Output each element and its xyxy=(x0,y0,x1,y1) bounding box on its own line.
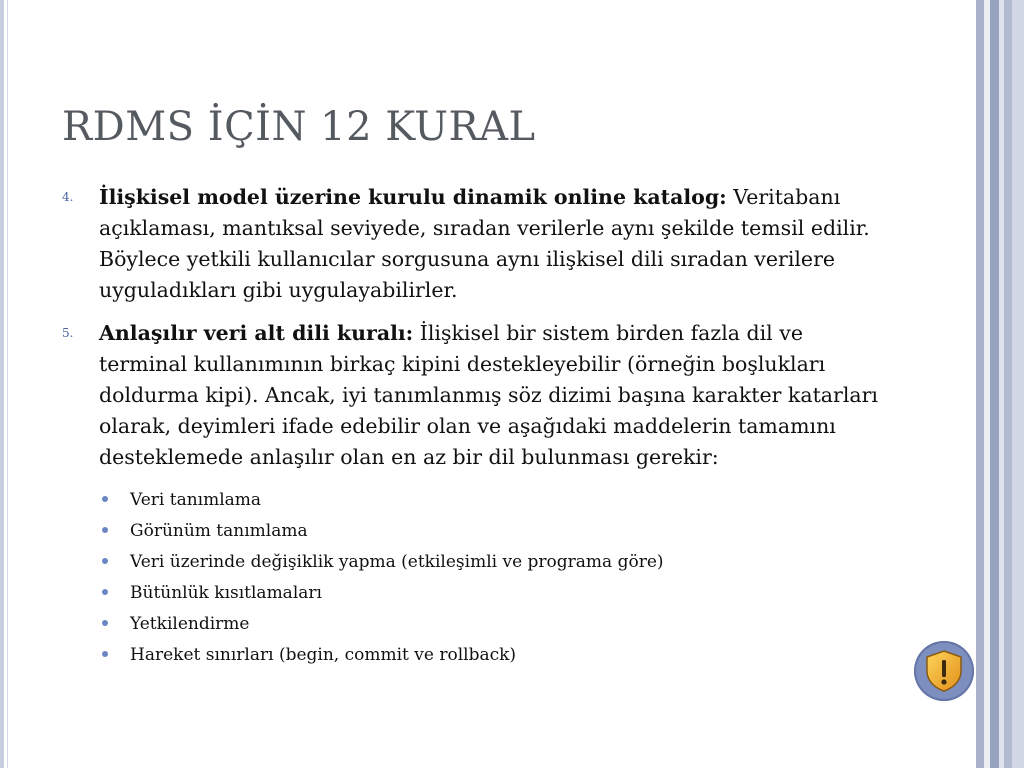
list-item-5 xyxy=(62,318,892,473)
bullet-dot xyxy=(102,651,108,657)
sub-item-label: Bütünlük kısıtlamaları xyxy=(130,583,322,603)
item-text: İlişkisel bir sistem birden fazla dil ve terminal kullanımının birkaç kipini destekleyebilir (örneğin boşlukları doldurma kipi). Ancak, iyi tanımlanmış söz dizimi başına karakter katarları olarak, deyimleri ifade edebilir olan ve aşağıdaki maddelerin tamamını desteklemede anlaşılır olan en az bir dil bulunması gerekir: xyxy=(99,321,878,469)
item-number: 4. xyxy=(62,190,74,204)
item-lead: Anlaşılır veri alt dili kuralı: xyxy=(99,321,414,345)
item-text: Veritabanı açıklaması, mantıksal seviyede, sıradan verilerle aynı şekilde temsil edilir. Böylece yetkili kullanıcılar sorgusuna aynı ilişkisel dili sıradan verilere uyguladıkları gibi uygulayabilirler. xyxy=(99,185,870,302)
sub-item-label: Yetkilendirme xyxy=(130,614,250,634)
sub-list xyxy=(102,485,892,671)
bullet-dot xyxy=(102,496,108,502)
decorative-side-stripes xyxy=(976,0,1024,768)
stripe xyxy=(1004,0,1012,768)
sub-item-label: Hareket sınırları (begin, commit ve rollback) xyxy=(130,645,517,665)
item-number: 5. xyxy=(62,326,74,340)
stripe xyxy=(976,0,984,768)
sub-list-item xyxy=(102,609,892,640)
bullet-dot xyxy=(102,558,108,564)
slide-content xyxy=(62,182,892,671)
sub-list-item xyxy=(102,578,892,609)
sub-list-item xyxy=(102,516,892,547)
sub-item-label: Görünüm tanımlama xyxy=(130,521,308,541)
sub-item-label: Veri tanımlama xyxy=(130,490,262,510)
bullet-dot xyxy=(102,589,108,595)
item-body xyxy=(99,318,892,473)
left-frame-line xyxy=(0,0,4,768)
stripe xyxy=(990,0,999,768)
bullet-dot xyxy=(102,527,108,533)
item-body xyxy=(99,182,892,306)
sub-list-item xyxy=(102,640,892,671)
security-warning-button[interactable] xyxy=(914,641,974,701)
stripe xyxy=(1012,0,1024,768)
slide-title: RDMS İÇİN 12 KURAL xyxy=(62,104,536,150)
sub-item-label: Veri üzerinde değişiklik yapma (etkileşimli ve programa göre) xyxy=(130,552,664,572)
list-item-4 xyxy=(62,182,892,306)
bullet-dot xyxy=(102,620,108,626)
sub-list-item xyxy=(102,485,892,516)
sub-list-item xyxy=(102,547,892,578)
item-lead: İlişkisel model üzerine kurulu dinamik online katalog: xyxy=(99,185,727,209)
shield-warning-icon xyxy=(924,649,964,693)
